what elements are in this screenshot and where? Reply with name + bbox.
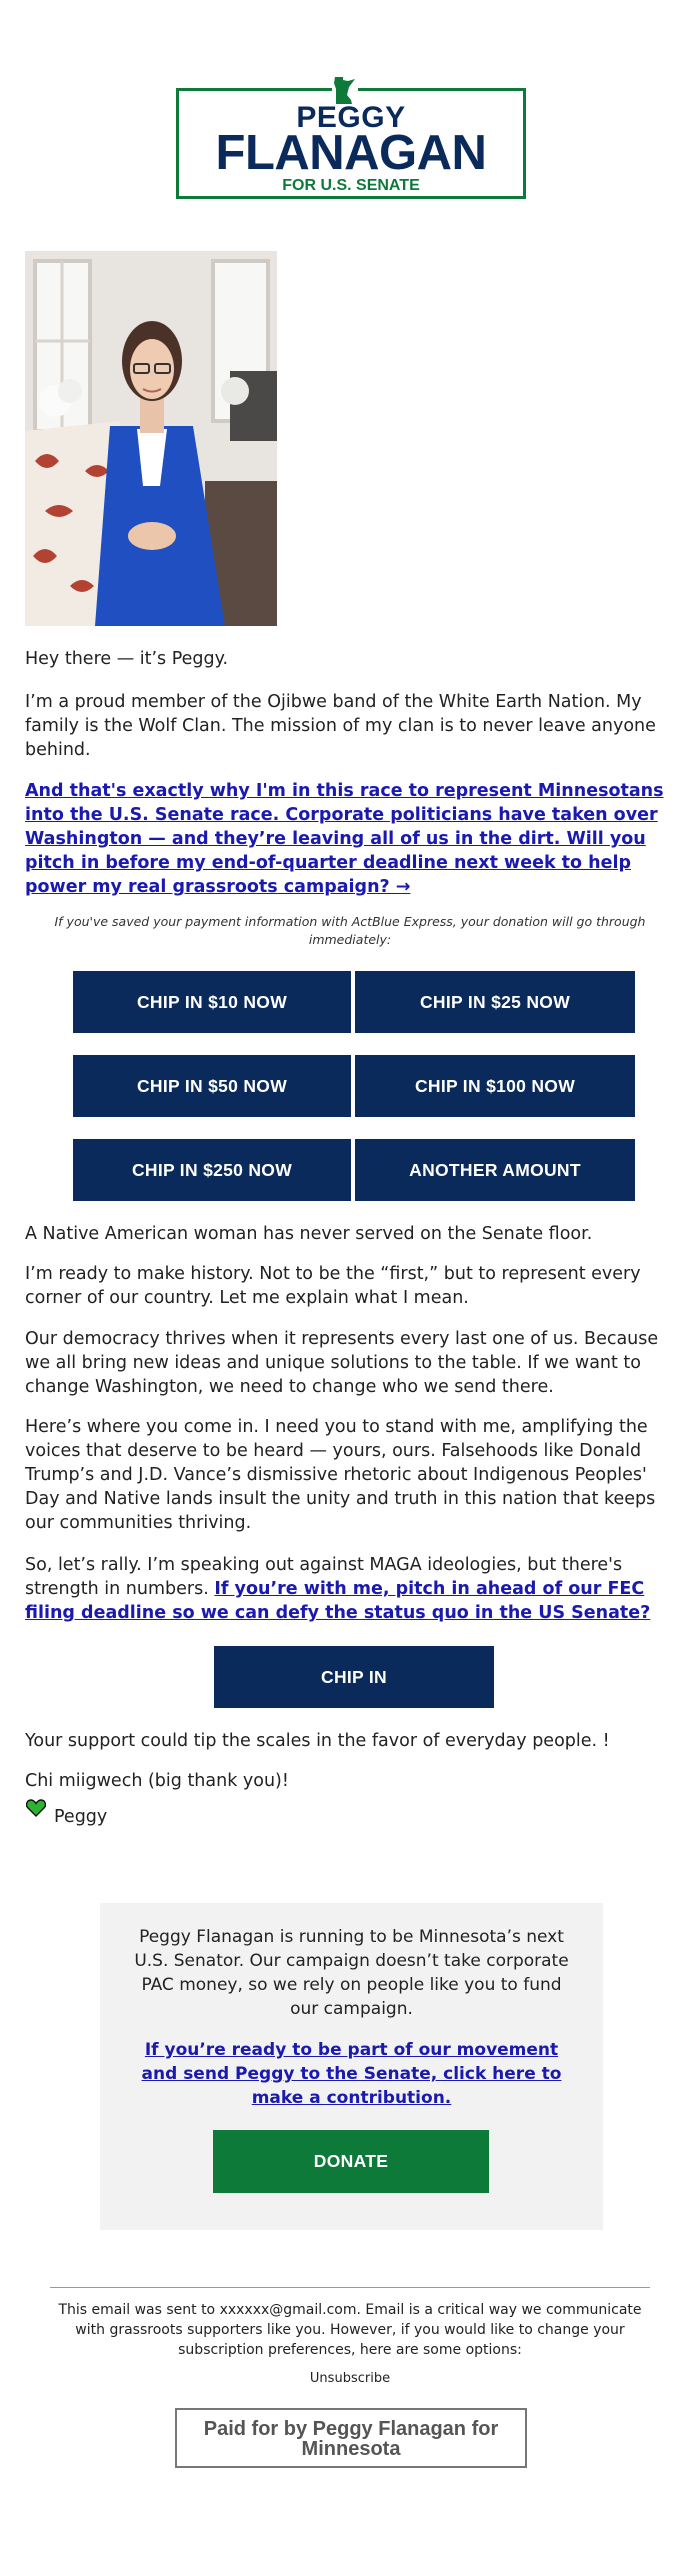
- contribution-link[interactable]: If you’re ready to be part of our movement and send Peggy to the Senate, click here to make a contribution.: [141, 2040, 562, 2108]
- body-paragraph-1: A Native American woman has never served on the Senate floor.: [25, 1224, 593, 1244]
- chip-in-25-button[interactable]: CHIP IN $25 NOW: [355, 971, 635, 1033]
- candidate-photo: [25, 251, 277, 626]
- thank-you-paragraph: Chi miigwech (big thank you)!: [25, 1771, 289, 1791]
- campaign-logo: [176, 88, 526, 199]
- footer-divider: [50, 2287, 650, 2288]
- donate-button[interactable]: DONATE: [213, 2130, 489, 2193]
- signature: Peggy: [54, 1807, 108, 1827]
- rally-text: So, let’s rally. I’m speaking out against MAGA ideologies, but there's strength in numbers.: [25, 1555, 623, 1599]
- another-amount-button[interactable]: ANOTHER AMOUNT: [355, 1139, 635, 1201]
- greeting: Hey there — it’s Peggy.: [25, 649, 229, 669]
- support-paragraph: Your support could tip the scales in the favor of everyday people. !: [25, 1731, 610, 1751]
- intro-paragraph: I’m a proud member of the Ojibwe band of the White Earth Nation. My family is the Wolf Clan. The mission of my clan is to never leave anyone behind.: [25, 692, 656, 760]
- body-paragraph-2: I’m ready to make history. Not to be the “first,” but to represent every corner of our country. Let me explain what I mean.: [25, 1264, 641, 1308]
- donate-link-quarter-deadline[interactable]: And that's exactly why I'm in this race to represent Minnesotans into the U.S. Senate race. Corporate politicians have taken over Washington — and they’re leaving all of us in the dirt. Will you pitch in before my end-of-quarter deadline next week to help power my real grassroots campaign? →: [25, 781, 664, 897]
- fec-deadline-link[interactable]: If you’re with me, pitch in ahead of our FEC filing deadline so we can defy the status quo in the US Senate?: [25, 1579, 651, 1623]
- body-paragraph-5: [25, 1553, 675, 1625]
- logo-first-name: PEGGY: [296, 101, 406, 134]
- body-paragraph-3: Our democracy thrives when it represents every last one of us. Because we all bring new ideas and unique solutions to the table. If we want to change Washington, we need to change who we send there.: [25, 1329, 659, 1397]
- unsubscribe-link[interactable]: Unsubscribe: [309, 2371, 391, 2386]
- actblue-note: If you've saved your payment information with ActBlue Express, your donation will go through immediately:: [54, 914, 646, 947]
- green-heart-icon: [26, 1799, 46, 1817]
- campaign-info-box: [100, 1903, 603, 2230]
- paid-for-box: Paid for by Peggy Flanagan for Minnesota: [175, 2408, 527, 2468]
- campaign-info-text: Peggy Flanagan is running to be Minnesota’s next U.S. Senator. Our campaign doesn’t take corporate PAC money, so we rely on people like you to fund our campaign.: [134, 1927, 569, 2019]
- chip-in-100-button[interactable]: CHIP IN $100 NOW: [355, 1055, 635, 1117]
- chip-in-10-button[interactable]: CHIP IN $10 NOW: [73, 971, 351, 1033]
- intro-link-paragraph: [25, 779, 675, 899]
- email-disclaimer: This email was sent to xxxxxx@gmail.com. Email is a critical way we communicate with grassroots supporters like you. However, if you would like to change your subscription preferences, here are some options:: [58, 2302, 642, 2358]
- chip-in-250-button[interactable]: CHIP IN $250 NOW: [73, 1139, 351, 1201]
- chip-in-50-button[interactable]: CHIP IN $50 NOW: [73, 1055, 351, 1117]
- chip-in-button[interactable]: CHIP IN: [214, 1646, 494, 1708]
- logo-subtitle: FOR U.S. SENATE: [282, 177, 420, 194]
- logo-last-name: FLANAGAN: [215, 126, 487, 180]
- body-paragraph-4: Here’s where you come in. I need you to stand with me, amplifying the voices that deserve to be heard — yours, ours. Falsehoods like Donald Trump’s and J.D. Vance’s dismissive rhetoric about Indigenous Peoples' Day and Native lands insult the unity and truth in this nation that keeps our communities thriving.: [25, 1417, 656, 1533]
